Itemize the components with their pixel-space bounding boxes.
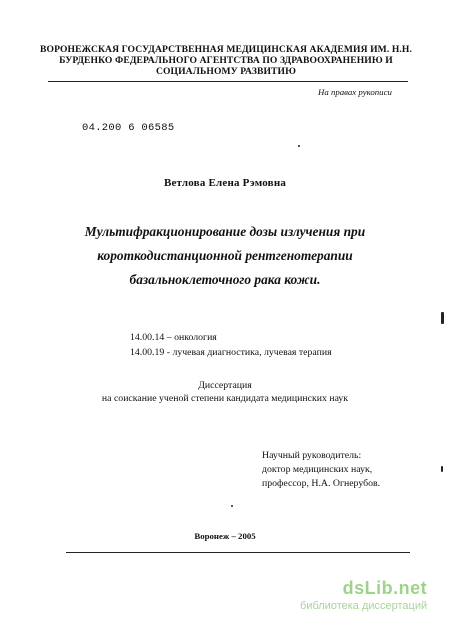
supervisor-block [262, 449, 380, 491]
institution-header [40, 44, 412, 77]
margin-mark [441, 312, 444, 324]
header-divider [48, 81, 408, 82]
dissertation-label [60, 380, 390, 405]
institution-line: СОЦИАЛЬНОМУ РАЗВИТИЮ [155, 66, 297, 77]
city-year: Воронеж – 2005 [194, 531, 256, 541]
title-line: короткодистанционной рентгенотерапии [97, 248, 353, 263]
title-line: базальноклеточного рака кожи. [129, 272, 321, 287]
watermark [300, 578, 427, 612]
speck [231, 505, 233, 507]
dissertation-type: Диссертация [198, 380, 252, 391]
title-line: Мультифракционирование дозы излучения при [84, 224, 366, 239]
specialty-line: 14.00.19 - лучевая диагностика, лучевая терапия [130, 347, 332, 358]
footer-divider [66, 552, 410, 553]
margin-mark [441, 466, 443, 472]
speck [298, 145, 300, 147]
institution-line: БУРДЕНКО ФЕДЕРАЛЬНОГО АГЕНТСТВА ПО ЗДРАВООХРАНЕНИЮ И [59, 55, 393, 66]
rights-note: На правах рукописи [318, 87, 392, 97]
supervisor-name: профессор, Н.А. Огнерубов. [262, 478, 381, 489]
dissertation-title [60, 220, 390, 292]
specialty-line: 14.00.14 – онкология [130, 332, 217, 343]
supervisor-degree: доктор медицинских наук, [262, 464, 373, 475]
watermark-logo: dsLib.net [342, 578, 428, 598]
institution-line: ВОРОНЕЖСКАЯ ГОСУДАРСТВЕННАЯ МЕДИЦИНСКАЯ АКАДЕМИЯ ИМ. Н.Н. [40, 44, 412, 55]
author-name: Ветлова Елена Рэмовна [163, 177, 287, 189]
watermark-tagline: библиотека диссертаций [300, 600, 428, 612]
supervisor-label: Научный руководитель: [262, 450, 362, 461]
degree-sought: на соискание ученой степени кандидата медицинских наук [101, 392, 349, 404]
archive-identifier: 04.200 6 06585 [82, 122, 175, 134]
